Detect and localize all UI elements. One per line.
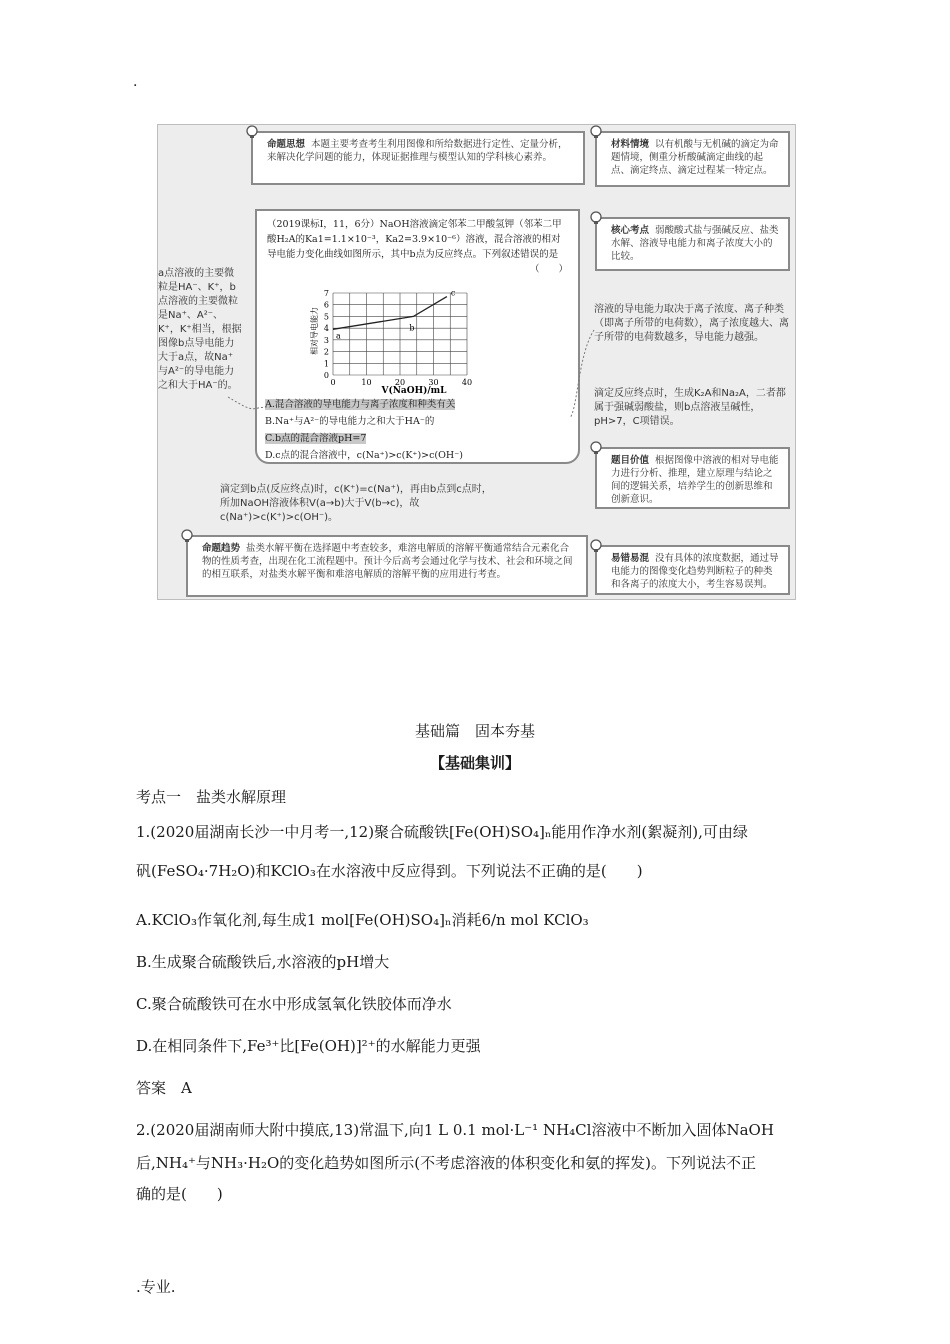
note-error-prone [595, 545, 790, 595]
y-tick-label: 6 [323, 300, 329, 310]
q1-answer: 答案 A [136, 1079, 192, 1097]
q2-line-1: 2.(2020届湖南师大附中摸底,13)常温下,向1 L 0.1 mol·L⁻¹ NH₄Cl溶液中不断加入固体NaOH [136, 1121, 774, 1139]
q1-option-b: B.生成聚合硫酸铁后,水溶液的pH增大 [136, 953, 390, 971]
option-c: C.b点的混合溶液pH=7 [265, 433, 367, 444]
point-label: a [336, 331, 341, 341]
chart-ylabel: 相对导电能力 [310, 307, 319, 355]
q2-line-3: 确的是( ) [136, 1185, 223, 1203]
lightbulb-icon [179, 528, 195, 544]
x-tick-label: 0 [330, 378, 336, 387]
note-label: 材料情境 [611, 139, 650, 150]
section-title: 基础篇 固本夯基 [414, 722, 535, 740]
note-trend [186, 535, 588, 597]
y-tick-label: 2 [323, 347, 329, 357]
handwritten-note-bottom: 滴定到b点(反应终点)时，c(K⁺)=c(Na⁺)，再由b点到c点时，所加NaOH溶液体积V(a→b)大于V(b→c)，故c(Na⁺)>c(K⁺)>c(OH⁻)。 [220, 484, 492, 523]
point-label: c [450, 289, 456, 298]
option-b: B.Na⁺与A²⁻的导电能力之和大于HA⁻的 [265, 416, 435, 427]
y-tick-label: 5 [323, 312, 329, 322]
note-text: 盐类水解平衡在选择题中考查较多，难溶电解质的溶解平衡通常结合元素化合物的性质考查，出现在化工流程题中。预计今后高考会通过化学与技术、社会和环境之间的相互联系，对盐类水解平衡和难溶电解质的溶解平衡的应用进行考查。 [202, 543, 573, 580]
question-stem: （2019课标Ⅰ，11，6分）NaOH溶液滴定邻苯二甲酸氢钾（邻苯二甲酸H₂A的Ka1=1.1×10⁻³，Ka2=3.9×10⁻⁶）溶液，混合溶液的相对导电能力变化曲线如图所示，其中b点为反应终点。下列叙述错误的是 （ ） [267, 219, 568, 275]
lightbulb-icon [588, 440, 604, 456]
q1-line-2: 矾(FeSO₄·7H₂O)和KClO₃在水溶液中反应得到。下列说法不正确的是( ) [136, 862, 643, 880]
topic-heading: 考点一 盐类水解原理 [136, 788, 287, 806]
page-top-mark: . [133, 74, 138, 90]
y-tick-label: 3 [323, 335, 329, 345]
page-footer: .专业. [136, 1278, 176, 1296]
q1-option-d: D.在相同条件下,Fe³⁺比[Fe(OH)]²⁺的水解能力更强 [136, 1037, 481, 1055]
q1-line-1: 1.(2020届湖南长沙一中月考一,12)聚合硫酸铁[Fe(OH)SO₄]ₙ能用作净水剂(絮凝剂),可由绿 [136, 823, 748, 841]
note-label: 易错易混 [611, 553, 650, 564]
note-label: 题目价值 [611, 455, 650, 466]
note-text: 没有具体的浓度数据，通过导电能力的图像变化趋势判断粒子的种类和各离子的浓度大小，考生容易误判。 [611, 553, 779, 590]
handwritten-note-right-1: 溶液的导电能力取决于离子浓度、离子种类（即离子所带的电荷数），离子浓度越大、离子所带的电荷数越多，导电能力越强。 [594, 304, 789, 343]
option-d: D.c点的混合溶液中，c(Na⁺)>c(K⁺)>c(OH⁻) [265, 450, 463, 461]
note-question-value [595, 447, 790, 509]
note-text: 弱酸酸式盐与强碱反应、盐类水解、溶液导电能力和离子浓度大小的比较。 [611, 225, 779, 262]
x-tick-label: 40 [461, 378, 473, 387]
option-a: A.混合溶液的导电能力与离子浓度和种类有关 [265, 399, 456, 410]
x-tick-label: 30 [428, 378, 439, 387]
y-tick-label: 4 [323, 324, 329, 334]
note-label: 核心考点 [611, 225, 650, 236]
q1-option-a: A.KClO₃作氧化剂,每生成1 mol[Fe(OH)SO₄]ₙ消耗6/n mol KClO₃ [136, 911, 589, 929]
note-text: 本题主要考查考生利用图像和所给数据进行定性、定量分析，来解决化学问题的能力，体现证据推理与模型认知的学科核心素养。 [267, 139, 568, 163]
x-tick-label: 20 [394, 378, 406, 387]
x-tick-label: 10 [361, 378, 372, 387]
note-text: 根据图像中溶液的相对导电能力进行分析、推理，建立原理与结论之间的逻辑关系，培养学生的创新思维和创新意识。 [611, 455, 779, 505]
note-label: 命题思想 [267, 139, 306, 150]
handwritten-note-left: a点溶液的主要微粒是HA⁻、K⁺，b点溶液的主要微粒是Na⁺、A²⁻、K⁺，K⁺相当，根据图像b点导电能力大于a点，故Na⁺与A²⁻的导电能力之和大于HA⁻的。 [158, 268, 242, 391]
y-tick-label: 1 [323, 359, 329, 369]
q2-line-2: 后,NH₄⁺与NH₃·H₂O的变化趋势如图所示(不考虑溶液的体积变化和氨的挥发)。下列说法不正 [136, 1154, 756, 1172]
chart-xlabel: V(NaOH)/mL [381, 386, 447, 395]
point-label: b [409, 323, 415, 333]
connector-lines [158, 125, 797, 601]
lightbulb-icon [588, 538, 604, 554]
q1-option-c: C.聚合硫酸铁可在水中形成氢氧化铁胶体而净水 [136, 995, 452, 1013]
note-label: 命题趋势 [202, 543, 241, 554]
note-text: 以有机酸与无机碱的滴定为命题情境，侧重分析酸碱滴定曲线的起点、滴定终点、滴定过程某一特定点。 [611, 139, 779, 176]
handwritten-note-right-2: 滴定反应终点时，生成K₂A和Na₂A，二者都属于强碱弱酸盐，则b点溶液呈碱性，pH>7，C项错误。 [594, 388, 786, 427]
y-tick-label: 7 [323, 289, 329, 298]
section-subtitle: 【基础集训】 [429, 754, 520, 772]
y-tick-label: 0 [323, 371, 329, 380]
annotated-exam-figure [157, 124, 796, 600]
